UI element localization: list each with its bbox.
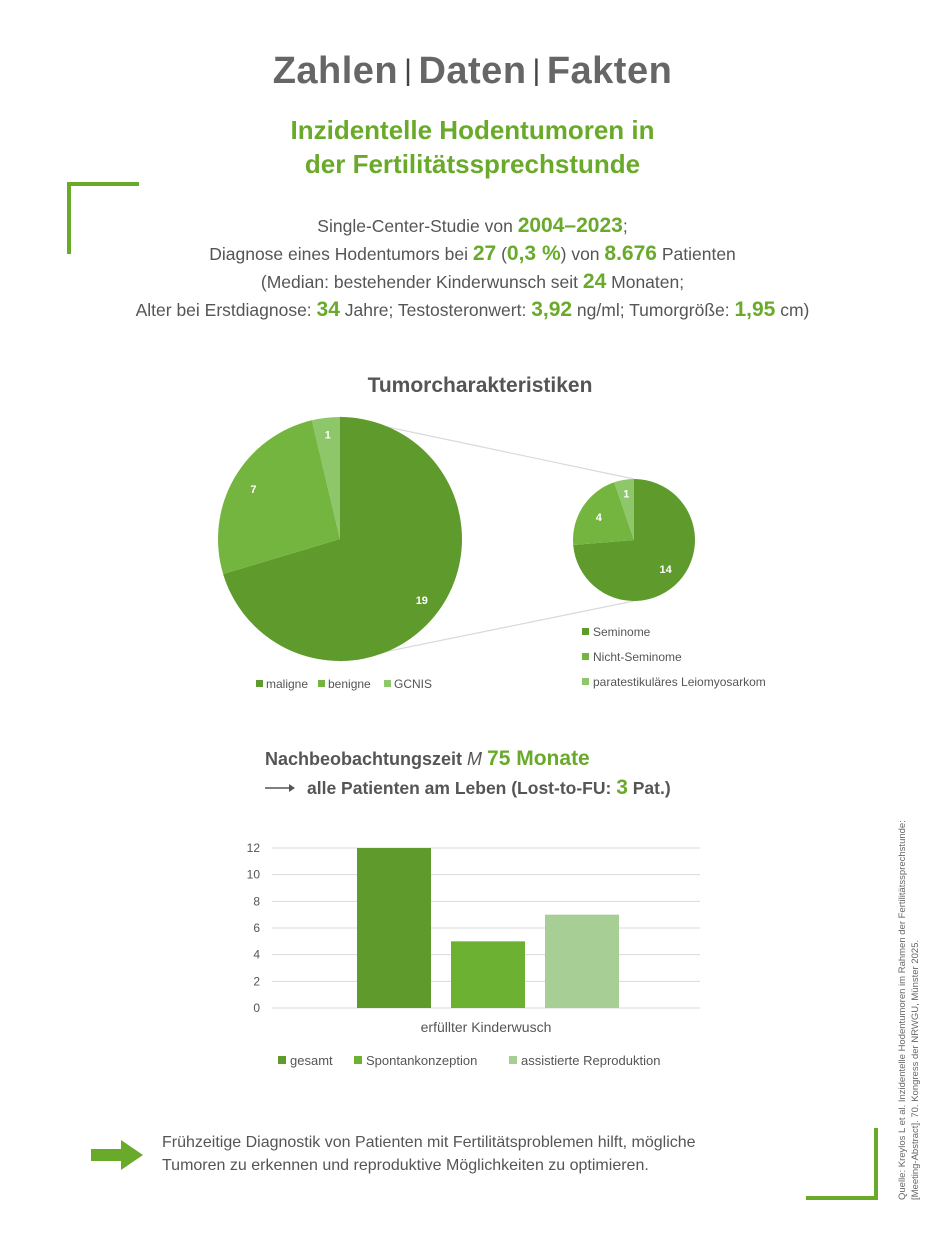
patient-count-value: 8.676 [604,242,657,265]
pie-chart-title: Tumorcharakteristiken [367,374,593,397]
legend-label: benigne [328,677,371,691]
tumor-percent-value: 0,3 % [506,242,561,265]
legend-swatch [278,1056,286,1064]
study-facts [0,212,945,324]
legend-sub [582,625,766,689]
pie-data-label: 14 [659,564,672,577]
conclusion-line-2: Tumoren zu erkennen und reproduktive Möglichkeiten zu optimieren. [162,1157,649,1174]
facts-line-2: Diagnose eines Hodentumors bei 27 (0,3 %) von 8.676 Patienten [209,242,736,265]
source-citation [896,770,922,1200]
bar-category-label: erfüllter Kinderwusch [420,1019,552,1035]
legend-label: Spontankonzeption [366,1053,478,1068]
page-title [0,50,945,93]
title-part-2: Daten [418,50,527,92]
y-tick-label: 12 [246,841,260,855]
conclusion-line-1: Frühzeitige Diagnostik von Patienten mit Fertilitätsproblemen hilft, mögliche [162,1134,696,1151]
y-tick-label: 6 [253,921,260,935]
bar-y-ticks [247,841,261,1015]
facts-line-3: (Median: bestehender Kinderwunsch seit 24 Monaten; [260,270,685,293]
subtitle-line-2: der Fertilitätssprechstunde [304,149,641,179]
pie-data-label: 1 [623,488,630,501]
study-period-value: 2004–2023 [517,214,623,237]
title-part-3: Fakten [546,50,673,92]
arrow-right-icon [265,781,295,795]
legend-label: gesamt [290,1053,333,1068]
legend-swatch [318,680,325,687]
followup-line-2: alle Patienten am Leben (Lost-to-FU: 3 Pat.) [307,776,671,799]
page-subtitle [0,113,945,181]
legend-label: paratestikuläres Leiomyosarkom [593,675,766,689]
bar-chart [230,830,710,1080]
legend-swatch [354,1056,362,1064]
pie-data-label: 1 [324,429,331,442]
bar-assistierte-reproduktion [545,915,619,1008]
legend-label: Seminome [593,625,651,639]
legend-swatch [582,628,589,635]
tumor-count-value: 27 [472,242,497,265]
pie-of-pie-chart [0,405,945,705]
lost-to-fu-value: 3 [616,776,628,799]
legend-swatch [384,680,391,687]
legend-swatch [582,678,589,685]
tumor-size-value: 1,95 [734,298,776,321]
followup-line-1: Nachbeobachtungszeit M 75 Monate [265,747,590,770]
bar-gesamt [357,848,431,1008]
legend-main [256,677,432,691]
legend-swatch [582,653,589,660]
legend-label: assistierte Reproduktion [521,1053,661,1068]
corner-bracket-bottom-right [874,1128,878,1200]
pie-data-label: 4 [595,512,602,525]
testosterone-value: 3,92 [531,298,573,321]
source-line-2: [Meeting-Abstract]. 70. Kongress der NRWGU, Münster 2025. [910,939,921,1200]
facts-line-1: Single-Center-Studie von 2004–2023; [317,214,628,237]
legend-label: Nicht-Seminome [593,650,682,664]
y-tick-label: 8 [253,894,260,909]
title-part-1: Zahlen [272,50,399,92]
bar-legend [278,1053,660,1068]
followup-months-value: 75 Monate [487,747,590,770]
corner-bracket-top-left [67,182,139,186]
bar-spontankonzeption [451,941,525,1008]
subtitle-line-1: Inzidentelle Hodentumoren in [290,115,655,145]
y-tick-label: 0 [253,1001,260,1015]
source-line-1: Quelle: Kreylos L et al. Inzidentelle Hodentumoren im Rahmen der Fertilitätssprechstunde: [897,820,908,1200]
y-tick-label: 10 [246,867,260,882]
title-separator: | [532,54,541,87]
legend-swatch [509,1056,517,1064]
facts-line-4: Alter bei Erstdiagnose: 34 Jahre; Testosteronwert: 3,92 ng/ml; Tumorgröße: 1,95 cm) [135,298,810,321]
title-separator: | [404,54,413,87]
y-tick-label: 2 [253,974,260,989]
legend-swatch [256,680,263,687]
conclusion-text [162,1131,802,1177]
legend-label: maligne [266,677,309,691]
pie-main [218,417,462,661]
arrow-right-icon [91,1140,143,1170]
pie-data-label: 19 [415,594,428,607]
y-tick-label: 4 [253,947,260,962]
pie-sub [573,479,695,601]
corner-bracket-bottom-right [806,1196,878,1200]
wish-duration-value: 24 [582,270,607,293]
pie-data-label: 7 [250,484,257,496]
legend-label: GCNIS [394,677,433,691]
age-value: 34 [316,298,340,321]
